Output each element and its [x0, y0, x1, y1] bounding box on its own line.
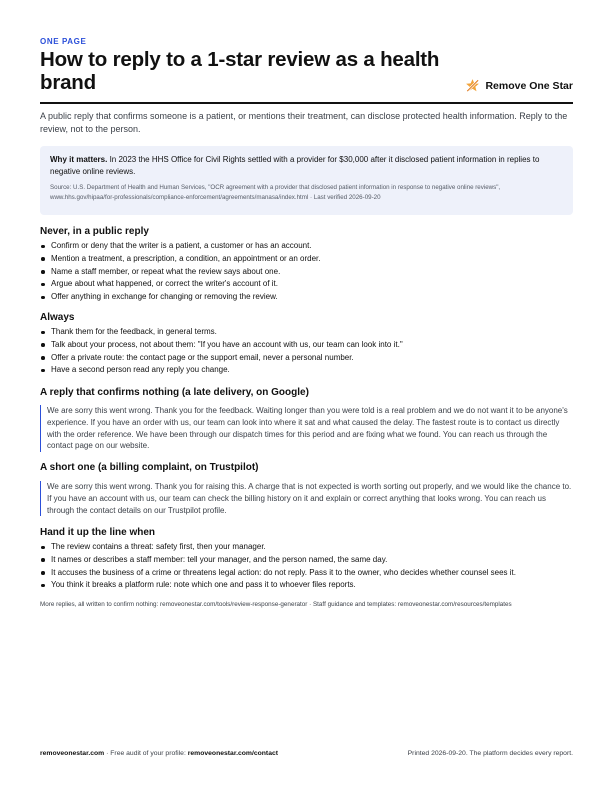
why-it-matters-callout: [40, 146, 573, 215]
example-billing-reply: We are sorry this went wrong. Thank you for raising this. A charge that is not expected is worth sorting out properly, and we would like the chance to. If you have an account with us, our team can check the billing history on it and explain or correct anything that looks wrong. You can reach us through the contact details on our Trustpilot profile.: [40, 481, 573, 516]
brand-logo: [465, 78, 573, 93]
document-page: [40, 0, 573, 792]
page-footer: [40, 750, 573, 757]
header-divider: [40, 102, 573, 104]
footer-contact-link[interactable]: removeonestar.com/contact: [187, 750, 279, 757]
footer-audit-text: · Free audit of your profile:: [104, 750, 188, 757]
example-billing-heading: A short one (a billing complaint, on Trustpilot): [40, 462, 259, 473]
always-heading: Always: [40, 312, 75, 323]
list-item: Mention a treatment, a prescription, a condition, an appointment or an order.: [40, 253, 573, 266]
list-item: Talk about your process, not about them: "If you have an account with us, our team can look into it.": [40, 339, 573, 352]
intro-paragraph: A public reply that confirms someone is a patient, or mentions their treatment, can disclose protected health information. Reply to the review, not to the person.: [40, 111, 568, 134]
never-heading: Never, in a public reply: [40, 226, 149, 237]
list-item: Thank them for the feedback, in general terms.: [40, 326, 573, 339]
brand-name: Remove One Star: [485, 79, 573, 92]
page-title: How to reply to a 1-star review as a health brand: [40, 48, 440, 94]
list-item: It accuses the business of a crime or threatens legal action: do not reply. Pass it to the owner, who decides whether counsel sees it.: [40, 567, 573, 580]
list-item: Offer a private route: the contact page or the support email, never a personal number.: [40, 352, 573, 365]
callout-source: Source: U.S. Department of Health and Human Services, "OCR agreement with a provider that disclosed patient information in response to negative online reviews", www.hhs.gov/hipaa/for-professionals/compliance-enforcement/agreements/manasa/index.html · Last verified 2026-09-20: [50, 184, 501, 201]
list-item: It names or describes a staff member: tell your manager, and the person named, the same day.: [40, 554, 573, 567]
callout-body: In 2023 the HHS Office for Civil Rights settled with a provider for $30,000 after it disclosed patient information in replies to negative online reviews.: [50, 155, 540, 176]
footer-site-link[interactable]: removeonestar.com: [40, 750, 105, 757]
always-list: [40, 326, 573, 377]
callout-lead: Why it matters.: [50, 155, 108, 164]
list-item: Confirm or deny that the writer is a patient, a customer or has an account.: [40, 240, 573, 253]
list-item: Argue about what happened, or correct the writer's account of it.: [40, 278, 573, 291]
never-list: [40, 240, 573, 304]
footer-printed-note: Printed 2026-09-20. The platform decides every report.: [407, 750, 573, 757]
list-item: Have a second person read any reply you change.: [40, 364, 573, 377]
more-replies-note: More replies, all written to confirm nothing: removeonestar.com/tools/review-response-generator · Staff guidance and templates: removeonestar.com/resources/templates: [40, 601, 512, 608]
example-late-delivery-heading: A reply that confirms nothing (a late delivery, on Google): [40, 387, 309, 398]
callout-text: [50, 154, 563, 178]
list-item: Name a staff member, or repeat what the review says about one.: [40, 266, 573, 279]
example-late-delivery-reply: We are sorry this went wrong. Thank you for the feedback. Waiting longer than you were told is a real problem and we do not want it to be anyone's experience. If you have an order with us, our team can look into where it sat and what caused the delay. The fastest route is to contact us directly with the order reference. We have been through our dispatch times for this period and are fixing what we found. You can reach us through the contact page on our website.: [40, 405, 573, 452]
escalate-list: [40, 541, 573, 592]
eyebrow-label: ONE PAGE: [40, 37, 87, 46]
footer-left: [40, 750, 278, 757]
star-slash-icon: [465, 78, 480, 93]
list-item: The review contains a threat: safety first, then your manager.: [40, 541, 573, 554]
list-item: You think it breaks a platform rule: note which one and pass it to whoever files reports.: [40, 579, 573, 592]
list-item: Offer anything in exchange for changing or removing the review.: [40, 291, 573, 304]
escalate-heading: Hand it up the line when: [40, 527, 155, 538]
